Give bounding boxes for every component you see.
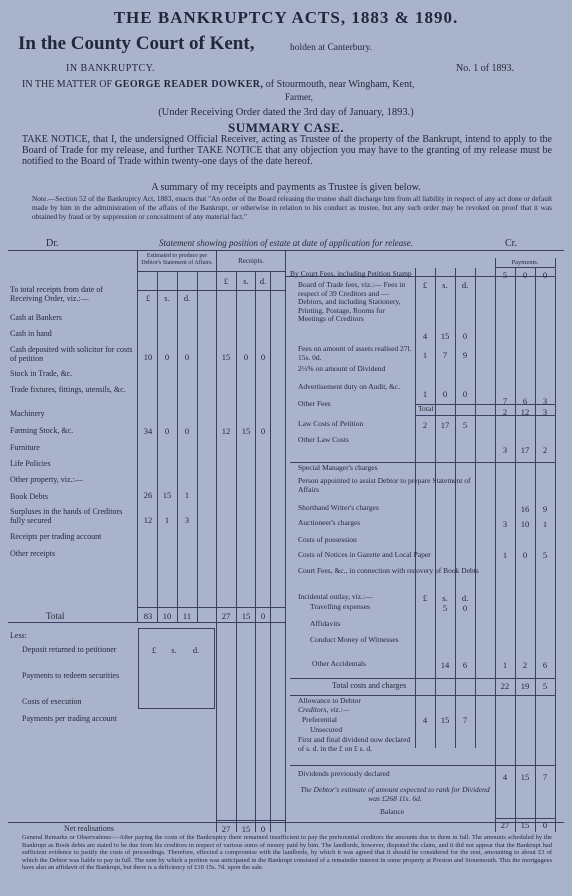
payment-subvalue: 6: [462, 660, 468, 670]
payment-label: Person appointed to assist Debtor to prepare Statement of Affairs: [298, 476, 471, 494]
debtor-name: GEORGE READER DOWKER,: [114, 79, 264, 90]
previous-dividends-value: 7: [542, 772, 548, 782]
creditors-heading: Creditors, viz.:—: [298, 705, 350, 714]
balance-value: 0: [542, 820, 548, 830]
payment-label: Other Law Costs: [298, 435, 349, 444]
less-box-rule: [138, 628, 215, 629]
payment-value: 10: [520, 519, 530, 529]
court-location: holden at Canterbury.: [290, 43, 372, 53]
receipt-label: Surpluses in the hands of Creditors fully secured: [10, 507, 123, 525]
receipts-header: Receipts.: [238, 257, 264, 265]
case-number: No. 1 of 1893.: [456, 63, 515, 74]
less-box-rule: [214, 628, 215, 708]
right-section-rule: [495, 818, 555, 819]
payment-value: 6: [522, 396, 528, 406]
receipt-label: Cash at Bankers: [10, 313, 62, 322]
payment-label: Special Manager's charges: [298, 463, 378, 472]
summary-case-heading: SUMMARY CASE.: [227, 120, 345, 135]
payment-value: 2: [522, 660, 528, 670]
debtor-occupation: Farmer,: [285, 92, 313, 102]
previous-dividends-label: Dividends previously declared: [298, 769, 390, 778]
payment-subvalue: 0: [462, 331, 468, 341]
allowance-label: Allowance to Debtor: [298, 696, 361, 705]
estimate-value: 10: [143, 352, 153, 362]
right-subtotal-rule: [415, 415, 555, 416]
net-rule: [216, 820, 285, 821]
receipt-label: Other receipts: [10, 549, 56, 558]
estimate-value: 1: [164, 515, 170, 525]
right-col-rule: [515, 268, 516, 832]
receipt-label: Cash in hand: [10, 329, 52, 338]
less-box-rule: [138, 628, 139, 708]
payment-value: 7: [502, 396, 508, 406]
lsd-shilling: s.: [442, 593, 448, 603]
left-total-rule: [137, 622, 285, 623]
payment-subvalue: 1: [422, 350, 428, 360]
lsd-pence: d.: [461, 280, 469, 290]
payment-label: Other Fees: [298, 399, 331, 408]
right-col-rule: [555, 258, 556, 832]
estimate-value: 3: [184, 515, 190, 525]
estimate-total: 10: [162, 611, 172, 621]
payment-label: Shorthand Writer's charges: [298, 503, 379, 512]
payment-label: Board of Trade fees, viz.:— Fees in respect of 39 Creditors and — Debtors, and including Stationery, Printing, Postage, Rooms for Meetings of Creditors: [298, 280, 406, 323]
payment-value: 2: [542, 445, 548, 455]
payment-label: Incidental outlay, viz.:—: [298, 592, 373, 601]
payment-subvalue: 15: [440, 331, 450, 341]
payment-subvalue: 14: [440, 660, 450, 670]
left-col-rule: [236, 272, 237, 832]
lsd-pound: £: [145, 293, 151, 303]
payment-value: 0: [522, 270, 528, 280]
general-remarks: General Remarks or Observations:—After paying the costs of the Bankruptcy there remained insufficient to pay the preferential creditors the amounts due to them in full. The amounts scheduled by the Bankrupt as Book debts are stated to be due from his creditors in respect of various sums of money paid by him. The landlords, however, disputed the claim, and it did not appear that the Bankrupt had sufficient evidence to justify the costs of proceedings. Therefore, effected a compromise with the landlords, by which it was agreed that it should be considered for the rent, amounting to about £3 of which the Debtor was liable to pay in full. The sum by which a portion was anticipated in the Bankrupt consisted of a remainder interest in some property at Preston and Stourmouth. This the mortgagees have also an affidavit of the Bankrupt, but there is a deficiency of £10 15s. 7d. upon the sale.: [22, 834, 552, 871]
preferential-value: 4: [422, 715, 428, 725]
payment-value: 3: [542, 407, 548, 417]
payment-subvalue: 5: [442, 603, 448, 613]
less-item: Deposit returned to petitioner: [22, 645, 117, 654]
net-realisations-value: 0: [260, 824, 266, 834]
in-bankruptcy-label: IN BANKRUPTCY.: [66, 63, 156, 74]
table-top-rule: [8, 250, 564, 251]
payment-value: 1: [502, 660, 508, 670]
total-costs-label: Total costs and charges: [332, 681, 407, 690]
payment-subvalue: 1: [422, 389, 428, 399]
payment-subvalue: 2: [422, 420, 428, 430]
payment-label: Costs of Notices in Gazette and Local Paper: [298, 550, 431, 559]
debtor-address: of Stourmouth, near Wingham, Kent,: [265, 79, 415, 90]
lsd-pence: d.: [183, 293, 191, 303]
receipt-label: Receipts per trading account: [10, 532, 102, 541]
estimate-total: 11: [182, 611, 192, 621]
receipt-label: Stock in Trade, &c.: [10, 369, 73, 378]
less-heading: Less:: [10, 631, 27, 640]
payment-label: Travelling expenses: [310, 602, 370, 611]
payments-header: Payments.: [511, 259, 539, 266]
payment-value: 17: [520, 445, 530, 455]
center-divider: [285, 250, 286, 832]
lsd-pence: d.: [192, 645, 200, 655]
payment-value: 3: [502, 445, 508, 455]
payment-label: Costs of possession: [298, 535, 357, 544]
payment-label: Other Accidentals: [312, 659, 366, 668]
unsecured-label: Unsecured: [310, 725, 343, 734]
lsd-pound: £: [223, 276, 229, 286]
lsd-shilling: s.: [164, 293, 170, 303]
receipt-value: 12: [221, 426, 231, 436]
payment-value: 12: [520, 407, 530, 417]
payment-value: 1: [502, 550, 508, 560]
payment-value: 3: [502, 519, 508, 529]
receipt-label: Life Policies: [10, 459, 51, 468]
left-total-rule: [137, 607, 285, 608]
left-col-rule: [177, 272, 178, 622]
previous-dividends-value: 4: [502, 772, 508, 782]
receipt-label: Other property, viz.:—: [10, 475, 83, 484]
total-costs-value: 5: [542, 681, 548, 691]
left-header-rule: [137, 271, 285, 272]
debit-label: Dr.: [46, 238, 59, 249]
less-item: Payments to redeem securities: [22, 671, 120, 680]
receipt-total: 15: [241, 611, 251, 621]
lsd-shilling: s.: [171, 645, 177, 655]
receipt-label: Cash deposited with solicitor for costs of petition: [10, 345, 133, 363]
net-realisations-value: 27: [221, 824, 231, 834]
estimate-total: 83: [143, 611, 153, 621]
payment-value: 0: [522, 550, 528, 560]
lsd-pound: £: [422, 593, 428, 603]
payment-value: 16: [520, 504, 530, 514]
total-costs-value: 19: [520, 681, 530, 691]
payment-label: Advertisement duty on Audit, &c.: [298, 382, 401, 391]
matter-line: [22, 79, 414, 90]
previous-dividends-value: 15: [520, 772, 530, 782]
left-total-rule: [8, 622, 137, 623]
left-col-rule: [197, 272, 198, 622]
lsd-pound: £: [151, 645, 157, 655]
payment-label: Court Fees, &c., in connection with recovery of Book Debts: [298, 566, 479, 575]
payment-label: Fees on amount of assets realised 27l. 15s. 0d.: [298, 344, 412, 362]
payment-subvalue: 17: [440, 420, 450, 430]
estimate-value: 15: [162, 490, 172, 500]
right-section-rule: [290, 765, 555, 766]
payment-value: 1: [542, 519, 548, 529]
take-notice-paragraph: TAKE NOTICE, that I, the undersigned Official Receiver, acting as Trustee of the property of the Bankrupt, intend to apply to the Board of Trade for my release, and further TAKE NOTICE that any objection you may have to the granting of my release must be notified to the Board of Trade within twenty-one days of the date hereof.: [22, 134, 552, 167]
payment-subvalue: 5: [462, 420, 468, 430]
payment-subvalue: 0: [462, 603, 468, 613]
receipt-value: 0: [260, 426, 266, 436]
estimate-value: 0: [164, 352, 170, 362]
receipt-total: 27: [221, 611, 231, 621]
right-col-rule: [495, 258, 496, 832]
receipt-label: To total receipts from date of Receiving Order, viz.:—: [10, 285, 103, 303]
receipt-value: 15: [221, 352, 231, 362]
dividend-label: First and final dividend now declared of s. d. in the £ on £ s. d.: [298, 735, 411, 753]
debtor-estimate: The Debtor's estimate of amount expected to rank for Dividend was £268 11s. 6d.: [300, 785, 490, 803]
total-costs-value: 22: [500, 681, 510, 691]
receipt-label: Book Debts: [10, 492, 48, 501]
document-title: THE BANKRUPTCY ACTS, 1883 & 1890.: [113, 8, 459, 27]
lsd-pound: £: [422, 280, 428, 290]
balance-label: Balance: [380, 807, 405, 816]
estimate-value: 12: [143, 515, 153, 525]
payment-value: 5: [502, 270, 508, 280]
estimate-value: 34: [143, 426, 153, 436]
left-col-rule: [157, 272, 158, 622]
payment-value: 2: [502, 407, 508, 417]
lsd-pence: d.: [259, 276, 267, 286]
section-note: Note.—Section 52 of the Bankruptcy Act, 1883, enacts that "An order of the Board releasing the trustee shall discharge him from all liability in respect of any act done or default made by him in the administration of the affairs of the Bankrupt, or otherwise in relation to his conduct as trustee, but any such order may be revoked on proof that it was obtained by fraud or by suppression or concealment of any material fact.": [32, 194, 552, 221]
net-realisations-value: 15: [241, 824, 251, 834]
balance-value: 27: [500, 820, 510, 830]
right-section-rule: [290, 678, 555, 679]
left-col-rule: [216, 250, 217, 832]
payment-subvalue: 0: [462, 389, 468, 399]
table-bottom-rule: [8, 822, 564, 823]
lsd-shilling: s.: [442, 280, 448, 290]
payment-label: By Court Fees, including Petition Stamp: [290, 269, 412, 278]
estimate-value: 1: [184, 490, 190, 500]
payment-value: 9: [542, 504, 548, 514]
less-item: Payments per trading account: [22, 714, 117, 723]
lsd-shilling: s.: [243, 276, 249, 286]
payment-label: Total: [418, 404, 434, 413]
receipt-label: Farming Stock, &c.: [10, 426, 74, 435]
receipt-label: Trade fixtures, fittings, utensils, &c.: [10, 385, 126, 394]
estimated-header: Estimated to produce per Debtor's Statement of Affairs.: [141, 253, 213, 266]
left-col-rule: [137, 250, 138, 622]
preferential-label: Preferential: [302, 715, 337, 724]
receipts-total-label: Total: [46, 611, 65, 621]
balance-value: 15: [520, 820, 530, 830]
lsd-pence: d.: [461, 593, 469, 603]
payment-subvalue: 4: [422, 331, 428, 341]
summary-note: A summary of my receipts and payments as Trustee is given below.: [151, 182, 421, 193]
left-col-rule: [270, 272, 271, 832]
payment-label: 2½% on amount of Dividend: [298, 364, 386, 373]
estimate-value: 0: [164, 426, 170, 436]
net-realisations-label: Net realisations: [64, 824, 114, 833]
estimate-value: 0: [184, 352, 190, 362]
less-item: Costs of execution: [22, 697, 82, 706]
payment-label: Affidavits: [310, 619, 341, 628]
payment-value: 5: [542, 550, 548, 560]
receipt-value: 0: [243, 352, 249, 362]
payment-label: Auctioneer's charges: [298, 518, 361, 527]
receipt-value: 15: [241, 426, 251, 436]
payment-value: 0: [542, 270, 548, 280]
estimate-value: 0: [184, 426, 190, 436]
less-box-rule: [138, 708, 215, 709]
receipt-label: Furniture: [10, 443, 40, 452]
credit-label: Cr.: [505, 238, 517, 249]
left-header-rule: [137, 290, 285, 291]
court-name: In the County Court of Kent,: [18, 33, 255, 54]
receipt-label: Machinery: [10, 409, 45, 418]
payment-label: Law Costs of Petition: [298, 419, 364, 428]
payment-subvalue: 0: [442, 389, 448, 399]
payment-label: Conduct Money of Witnesses: [310, 635, 399, 644]
payment-value: 3: [542, 396, 548, 406]
estimate-value: 26: [143, 490, 153, 500]
matter-prefix: IN THE MATTER OF: [22, 79, 113, 90]
right-header-rule: [495, 267, 555, 268]
payment-value: 6: [542, 660, 548, 670]
receiving-order: (Under Receiving Order dated the 3rd day of January, 1893.): [158, 107, 414, 118]
receipt-total: 0: [260, 611, 266, 621]
preferential-value: 7: [462, 715, 468, 725]
payment-subvalue: 9: [462, 350, 468, 360]
payment-subvalue: 7: [442, 350, 448, 360]
preferential-value: 15: [440, 715, 450, 725]
right-col-rule: [535, 268, 536, 832]
receipt-value: 0: [260, 352, 266, 362]
statement-caption: Statement showing position of estate at date of application for release.: [159, 238, 413, 248]
